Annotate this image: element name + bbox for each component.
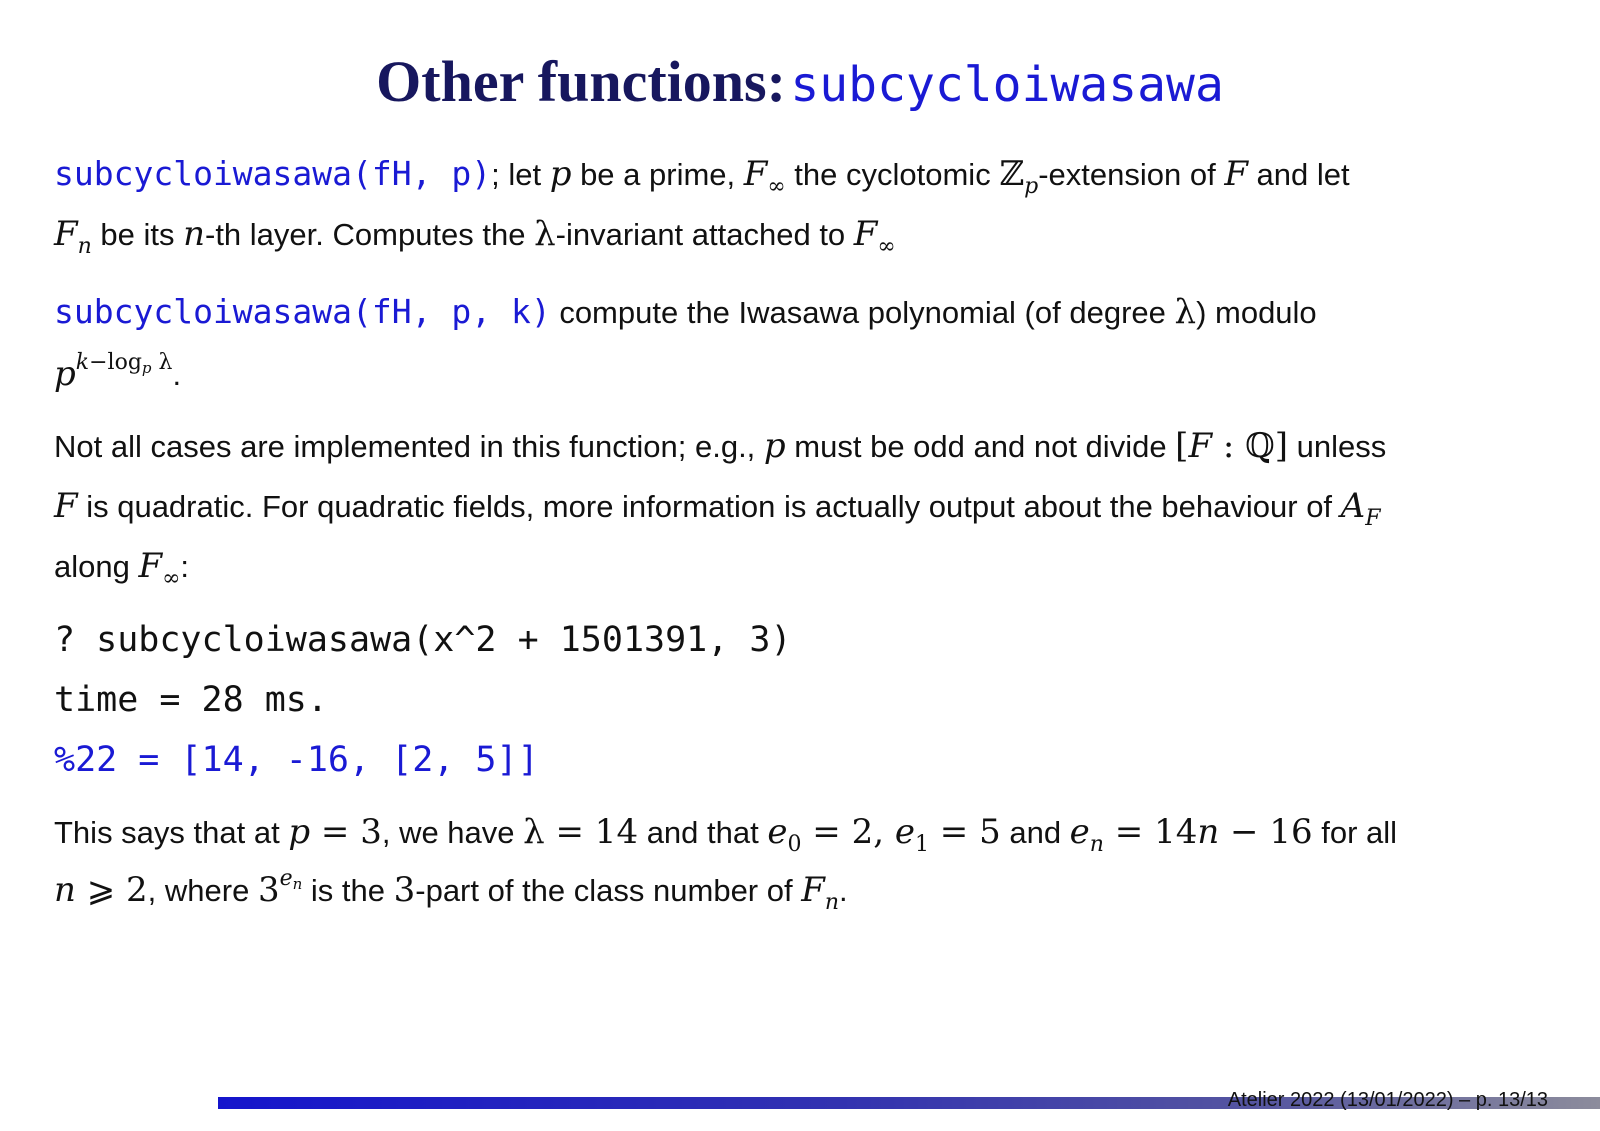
- para1-line2: $F_n$ be its n-th layer. Computes the λ-invariant attached to $F_\infty$: [54, 214, 896, 259]
- para1-line1: subcycloiwasawa(fH, p); let p be a prime, $F_\infty$ the cyclotomic ℤ$_p$-extension of F and let: [54, 154, 1350, 199]
- para4-line2: n ⩾ 2, where $3^{e_n}$ is the 3-part of the class number of $F_n$.: [54, 866, 848, 915]
- para3-line2: F is quadratic. For quadratic fields, more information is actually output about the behaviour of $A_F$: [54, 486, 1381, 531]
- para2-code: subcycloiwasawa(fH, p, k): [54, 292, 551, 331]
- gp-prompt-line: ? subcycloiwasawa(x^2 + 1501391, 3): [54, 620, 792, 660]
- para4-line1: This says that at p = 3, we have λ = 14 and that $e_0 = 2$, $e_1 = 5$ and $e_n = 14n - 16$ for all: [54, 812, 1398, 857]
- para1-code: subcycloiwasawa(fH, p): [54, 154, 492, 193]
- title-code: subcycloiwasawa: [790, 57, 1224, 113]
- para3-line1: Not all cases are implemented in this function; e.g., p must be odd and not divide [F : ℚ] unless: [54, 426, 1387, 466]
- para2-line2: $p^{k-log_p \lambda}$.: [54, 350, 182, 394]
- slide-title: [0, 48, 1600, 115]
- gp-time-line: time = 28 ms.: [54, 680, 328, 720]
- para3-line3: along $F_\infty$:: [54, 546, 190, 591]
- para2-line1: subcycloiwasawa(fH, p, k) compute the Iwasawa polynomial (of degree λ) modulo: [54, 292, 1317, 332]
- title-text: Other functions:: [376, 49, 786, 114]
- footer-text: Atelier 2022 (13/01/2022) – p. 13/13: [1227, 1089, 1548, 1111]
- gp-result-line: %22 = [14, -16, [2, 5]]: [54, 740, 539, 780]
